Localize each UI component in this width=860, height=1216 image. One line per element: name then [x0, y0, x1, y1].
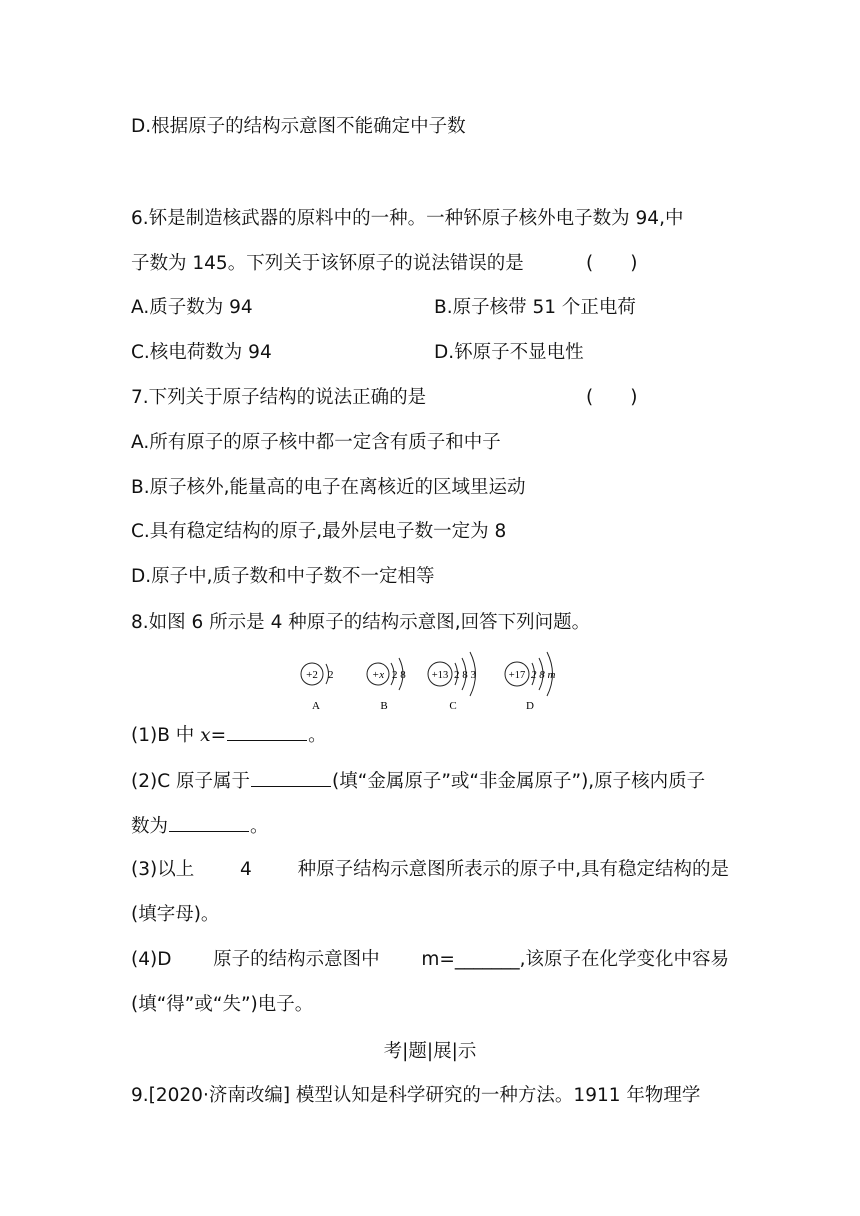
q8-part1-blank[interactable]	[227, 722, 307, 741]
q8-part4-seg-3: m=_______,该原子在化学变化中容易	[421, 949, 729, 970]
atom-b	[367, 658, 406, 712]
q8-part2-prefix: (2)C 原子属于	[131, 771, 251, 792]
atom-b-label: B	[380, 700, 388, 712]
atom-structure-figure	[290, 650, 580, 714]
q8-part3-line2: (填字母)。	[131, 904, 220, 925]
q6-option-a: A.质子数为 94	[131, 297, 253, 318]
atom-d-label: D	[526, 700, 534, 712]
q8-part4-line2: (填“得”或“失”)电子。	[131, 994, 314, 1015]
atom-d-shells: 2 8 m	[531, 669, 556, 681]
q8-part1-variable: x	[200, 725, 211, 746]
q8-part1-equals: =	[210, 725, 227, 746]
q8-part1-end: 。	[308, 725, 327, 746]
q8-part1-prefix: (1)B 中	[131, 725, 201, 746]
section-title: 考|题|展|示	[383, 1041, 477, 1062]
q6-stem-line2: 子数为 145。下列关于该钚原子的说法错误的是	[131, 253, 524, 274]
q8-part2-mid: (填“金属原子”或“非金属原子”),原子核内质子	[332, 771, 706, 792]
q8-part2-cont: 数为	[131, 816, 169, 837]
q8-part3-seg-1: (3)以上	[131, 859, 195, 880]
atom-a-label: A	[312, 700, 320, 712]
q8-part2-line2	[131, 813, 269, 839]
q7-option-c: C.具有稳定结构的原子,最外层电子数一定为 8	[131, 521, 507, 542]
q8-part3-seg-2: 4	[240, 859, 252, 880]
q7-answer-paren: ( )	[586, 387, 638, 408]
atom-a-shells: 2	[328, 669, 334, 681]
q8-stem: 8.如图 6 所示是 4 种原子的结构示意图,回答下列问题。	[131, 612, 591, 633]
q7-option-b: B.原子核外,能量高的电子在离核近的区域里运动	[131, 477, 526, 498]
q8-part3-seg-3: 种原子结构示意图所表示的原子中,具有稳定结构的是	[297, 859, 729, 880]
q6-answer-paren: ( )	[586, 253, 638, 274]
q6-option-b: B.原子核带 51 个正电荷	[434, 297, 636, 318]
q8-part1	[131, 722, 327, 748]
q8-part4-seg-2: 原子的结构示意图中	[213, 949, 380, 970]
atom-c	[428, 652, 477, 712]
atom-c-label: C	[449, 700, 457, 712]
q5-option-d: D.根据原子的结构示意图不能确定中子数	[131, 116, 466, 137]
atom-c-shells: 2 8 3	[454, 669, 476, 681]
q8-part2-end: 。	[250, 816, 269, 837]
q6-stem-line1: 6.钚是制造核武器的原料中的一种。一种钚原子核外电子数为 94,中	[131, 208, 684, 229]
atom-d-nucleus: +17	[508, 670, 526, 681]
q8-part2-line1	[131, 768, 705, 794]
atom-d	[505, 652, 556, 712]
atom-a-nucleus: +2	[306, 669, 318, 681]
atom-b-nucleus: +x	[371, 669, 385, 681]
q6-option-d: D.钚原子不显电性	[434, 342, 584, 363]
q7-stem: 7.下列关于原子结构的说法正确的是	[131, 387, 427, 408]
q8-part2-blank-1[interactable]	[251, 768, 331, 787]
q8-part2-blank-2[interactable]	[169, 813, 249, 832]
atom-c-nucleus: +13	[431, 670, 449, 681]
q6-option-c: C.核电荷数为 94	[131, 342, 272, 363]
atom-a	[301, 663, 334, 712]
q7-option-a: A.所有原子的原子核中都一定含有质子和中子	[131, 432, 501, 453]
q8-part4-line1	[131, 948, 729, 972]
q8-part3-line1	[131, 858, 729, 882]
q8-part4-seg-1: (4)D	[131, 949, 172, 970]
q9-stem-line1: 9.[2020·济南改编] 模型认知是科学研究的一种方法。1911 年物理学	[131, 1085, 701, 1106]
atom-b-shells: 2 8	[392, 669, 406, 681]
q7-option-d: D.原子中,质子数和中子数不一定相等	[131, 566, 435, 587]
